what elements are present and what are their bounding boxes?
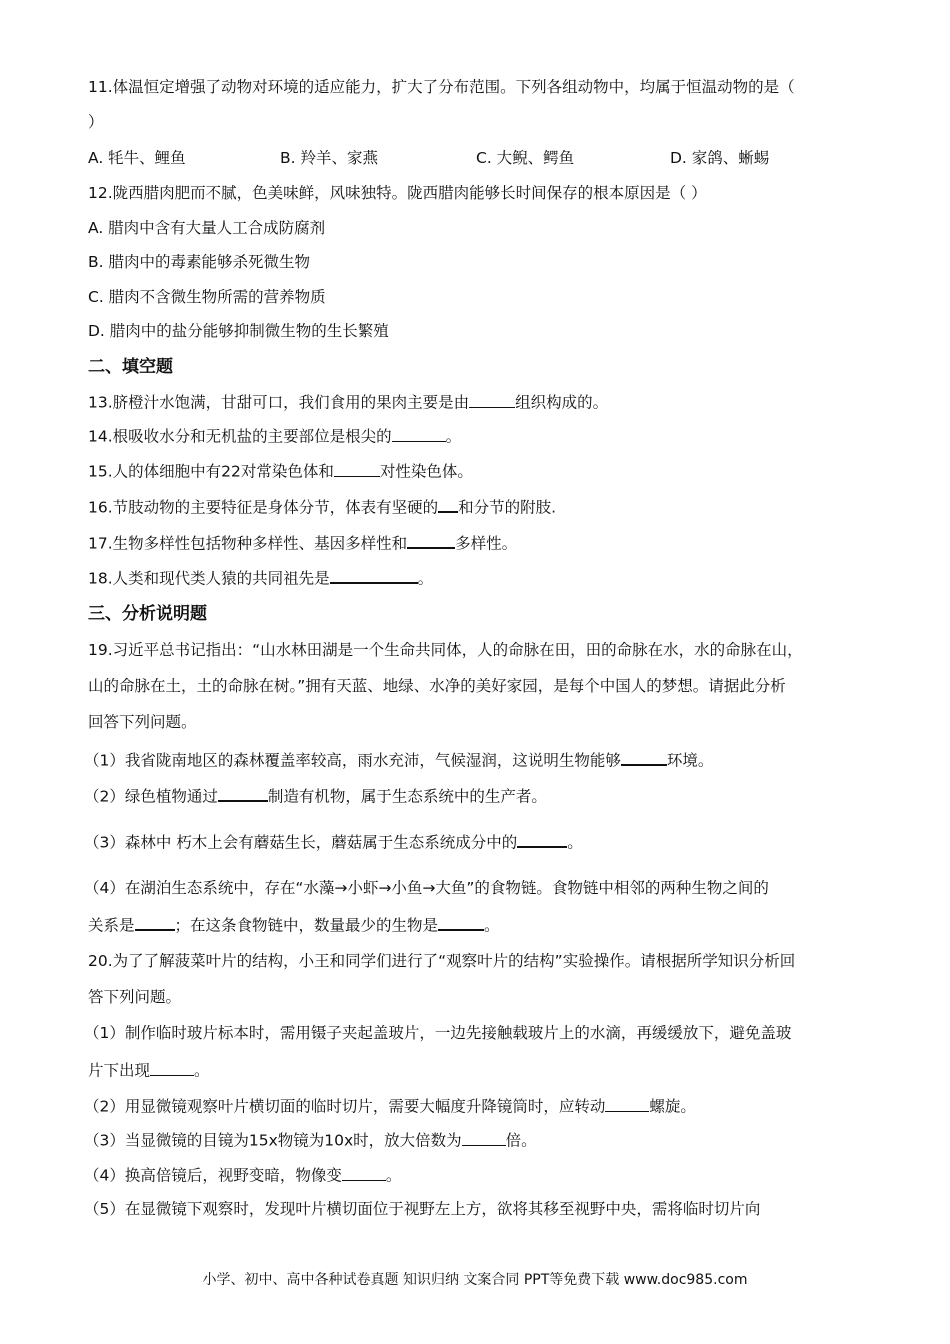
- q17-text-b: 多样性。: [455, 534, 518, 553]
- q19-p4-blank-2: [438, 913, 484, 931]
- q17-blank: [407, 531, 455, 549]
- q19-p3-text-a: （3）森林中 朽木上会有蘑菇生长，蘑菇属于生态系统成分中的: [84, 833, 518, 852]
- section-fill-in-heading: 二、填空题: [88, 357, 173, 377]
- q19-line-3: 回答下列问题。: [88, 713, 197, 731]
- q20-p1-text-b: 片下出现: [88, 1061, 151, 1080]
- q19-p4-text-b: 关系是: [88, 916, 135, 935]
- q19-line-1: 19.习近平总书记指出：“山水林田湖是一个生命共同体，人的命脉在田，田的命脉在水，水的命脉在山，: [88, 641, 803, 659]
- q20-p2-text-b: 螺旋。: [649, 1097, 696, 1116]
- q19-p3-text-b: 。: [567, 833, 583, 852]
- q20-part-3: [84, 1129, 890, 1152]
- q20-p1-text-c: 。: [194, 1061, 210, 1080]
- q20-p2-blank: [605, 1095, 649, 1112]
- q20-p3-text-b: 倍。: [505, 1131, 537, 1150]
- q11-option-c: C. 大鲵、鳄鱼: [476, 149, 575, 167]
- q19-p3-blank: [517, 830, 567, 848]
- q19-p1-text-a: （1）我省陇南地区的森林覆盖率较高，雨水充沛，气候湿润，这说明生物能够: [84, 751, 621, 770]
- q20-p4-text-a: （4）换高倍镜后，视野变暗，物像变: [84, 1166, 342, 1185]
- q19-part-3: [84, 830, 890, 854]
- q15-text-b: 对性染色体。: [379, 462, 473, 481]
- q18-text-a: 18.人类和现代类人猿的共同祖先是: [88, 569, 330, 588]
- q20-p4-blank: [342, 1164, 386, 1181]
- q19-part-4-cont: [88, 913, 890, 937]
- q20-p2-text-a: （2）用显微镜观察叶片横切面的临时切片，需要大幅度升降镜筒时，应转动: [84, 1097, 606, 1116]
- q20-part-5: （5）在显微镜下观察时，发现叶片横切面位于视野左上方，欲将其移至视野中央，需将临时切片向: [84, 1200, 761, 1218]
- q19-p1-text-b: 环境。: [666, 751, 714, 770]
- q11-option-b: B. 羚羊、家燕: [280, 149, 378, 167]
- q17-text-a: 17.生物多样性包括物种多样性、基因多样性和: [88, 534, 408, 553]
- q16: [88, 495, 890, 519]
- q13: [88, 391, 890, 414]
- q16-text-a: 16.节肢动物的主要特征是身体分节，体表有坚硬的: [88, 498, 439, 517]
- q18-text-b: 。: [417, 569, 434, 588]
- section-analysis-heading: 三、分析说明题: [88, 604, 207, 624]
- q11-stem: [88, 76, 890, 98]
- q12-option-b: B. 腊肉中的毒素能够杀死微生物: [88, 253, 310, 271]
- q19-part-2: [84, 784, 890, 808]
- q17: [88, 531, 890, 555]
- q20-p1-blank: [150, 1059, 194, 1076]
- q14-text-b: 。: [445, 427, 462, 446]
- q19-p4-text-d: 。: [484, 916, 500, 935]
- q13-blank: [469, 391, 515, 408]
- q15-blank: [334, 460, 380, 477]
- q16-blank: [438, 495, 458, 513]
- q19-part-1: [84, 748, 890, 772]
- q19-p4-text-c: ；在这条食物链中，数量最少的生物是: [174, 916, 439, 935]
- q15: [88, 460, 890, 483]
- q18-blank: [330, 566, 418, 584]
- q20-part-1: （1）制作临时玻片标本时，需用镊子夹起盖玻片，一边先接触载玻片上的水滴，再缓缓放下，避免盖玻: [84, 1024, 792, 1042]
- q11-close-paren: [88, 111, 890, 133]
- q19-p4-blank-1: [135, 913, 175, 931]
- q20-p3-blank: [462, 1129, 506, 1146]
- q20-line-2: 答下列问题。: [88, 988, 182, 1006]
- page-footer: 小学、初中、高中各种试卷真题 知识归纳 文案合同 PPT等免费下载 www.doc985.com: [202, 1272, 748, 1288]
- q20-part-2: [84, 1095, 890, 1118]
- q20-line-1: 20.为了了解菠菜叶片的结构，小王和同学们进行了“观察叶片的结构”实验操作。请根据所学知识分析回: [88, 952, 796, 970]
- q19-p2-blank: [218, 784, 268, 802]
- q14: [88, 425, 890, 448]
- q12-option-d: D. 腊肉中的盐分能够抑制微生物的生长繁殖: [88, 322, 389, 340]
- q19-p2-text-a: （2）绿色植物通过: [84, 787, 218, 806]
- q11-stem-text: 11.体温恒定增强了动物对环境的适应能力，扩大了分布范围。下列各组动物中，均属于恒温动物的是（: [88, 78, 795, 96]
- q11-option-a: A. 牦牛、鲤鱼: [88, 149, 186, 167]
- q20-p3-text-a: （3）当显微镜的目镜为15x物镜为10x时，放大倍数为: [84, 1131, 462, 1150]
- q12-option-a: A. 腊肉中含有大量人工合成防腐剂: [88, 219, 326, 237]
- q12-stem: 12.陇西腊肉肥而不腻，色美味鲜，风味独特。陇西腊肉能够长时间保存的根本原因是（ ）: [88, 184, 707, 202]
- q19-line-2: 山的命脉在土，土的命脉在树。”拥有天蓝、地绿、水净的美好家园，是每个中国人的梦想。请据此分析: [88, 677, 786, 695]
- q14-text-a: 14.根吸收水分和无机盐的主要部位是根尖的: [88, 427, 392, 446]
- q19-p2-text-b: 制造有机物，属于生态系统中的生产者。: [267, 787, 547, 806]
- q12-option-c: C. 腊肉不含微生物所需的营养物质: [88, 288, 326, 306]
- q19-part-4: （4）在湖泊生态系统中，存在“水藻→小虾→小鱼→大鱼”的食物链。食物链中相邻的两种生物之间的: [84, 879, 769, 897]
- q14-blank: [392, 425, 446, 442]
- q11-option-d: D. 家鸽、蜥蜴: [670, 149, 770, 167]
- q13-text-a: 13.脐橙汁水饱满，甘甜可口，我们食用的果肉主要是由: [88, 393, 470, 412]
- q20-part-4: [84, 1164, 890, 1187]
- q20-p4-text-b: 。: [385, 1166, 402, 1185]
- q16-text-b: 和分节的附肢.: [458, 498, 557, 517]
- q18: [88, 566, 890, 590]
- q11-close-text: ）: [88, 113, 104, 131]
- q15-text-a: 15.人的体细胞中有22对常染色体和: [88, 462, 334, 481]
- q19-p1-blank: [621, 748, 667, 766]
- q13-text-b: 组织构成的。: [515, 393, 609, 412]
- q20-part-1-cont: [88, 1059, 890, 1082]
